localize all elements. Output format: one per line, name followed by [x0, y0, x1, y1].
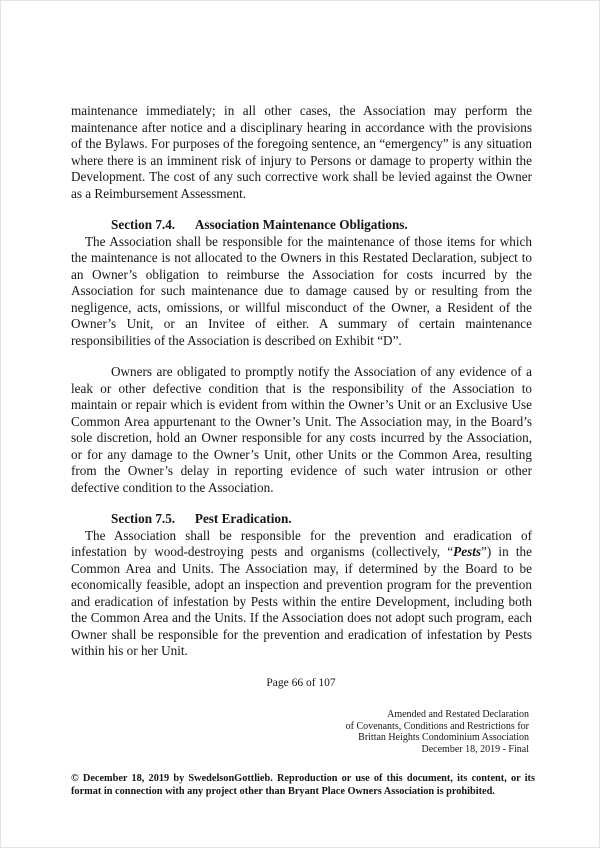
- body-paragraph: [71, 364, 532, 496]
- body-paragraph: [71, 528, 532, 660]
- page-number: Page 66 of 107: [266, 677, 336, 689]
- text-run: Pests: [453, 544, 481, 559]
- text-run: Section 7.5. Pest Eradication.: [111, 511, 292, 526]
- copyright-notice: © December 18, 2019 by SwedelsonGottlieb. Reproduction or use of this document, its content, or its format in connection with any project other than Bryant Place Owners Association is prohibited.: [71, 773, 535, 797]
- text-run: Owners are obligated to promptly notify the Association of any evidence of a leak or other defective condition that is the responsibility of the Association to maintain or repair which is evident from within the Owner’s Unit or an Exclusive Use Common Area appurtenant to the Owner’s Unit. The Association may, in the Board’s sole discretion, hold an Owner responsible for any costs incurred by the Association, or for any damage to the Owner’s Unit, other Units or the Common Area, resulting from the Owner’s delay in reporting evidence of such water intrusion or other defective condition to the Association.: [71, 364, 532, 495]
- document-body: [71, 103, 532, 660]
- attribution-line: Amended and Restated Declaration: [387, 709, 529, 720]
- text-run: The Association shall be responsible for the maintenance of those items for which the maintenance is not allocated to the Owners in this Restated Declaration, subject to an Owner’s obligation to reimburse the Association for costs incurred by the Association for such maintenance due to damage caused by or resulting from the negligence, acts, omissions, or willful misconduct of the Owner, a Resident of the Owner’s Unit, or an Invitee of either. A summary of certain maintenance responsibilities of the Association is described on Exhibit “D”.: [71, 233, 532, 348]
- text-run: The Association shall be responsible for the prevention and eradication of infestation by wood-destroying pests and organisms (collectively, “: [71, 527, 532, 559]
- text-run: Section 7.4. Association Maintenance Obligations.: [111, 217, 408, 232]
- body-paragraph: [71, 234, 532, 350]
- attribution-line: of Covenants, Conditions and Restrictions for: [345, 720, 529, 732]
- section-heading: [71, 511, 532, 528]
- text-run: maintenance immediately; in all other cases, the Association may perform the maintenance after notice and a disciplinary hearing in accordance with the provisions of the Bylaws. For purposes of the foregoing sentence, an “emergency” is any situation where there is an imminent risk of injury to Persons or damage to property within the Development. The cost of any such corrective work shall be levied against the Owner as a Reimbursement Assessment.: [71, 103, 532, 201]
- body-paragraph: [71, 103, 532, 202]
- footer-attribution: [346, 709, 529, 755]
- attribution-line: December 18, 2019 - Final: [421, 743, 529, 755]
- text-run: ”) in the Common Area and Units. The Association may, if determined by the Board to be economically feasible, adopt an inspection and prevention program for the prevention and eradication of infestation by Pests within the entire Development, including both the Common Area and the Units. If the Association does not adopt such program, each Owner shall be responsible for the prevention and eradication of infestation by Pests within his or her Unit.: [71, 544, 532, 658]
- section-heading: [71, 217, 532, 234]
- attribution-line: Brittan Heights Condominium Association: [358, 732, 529, 744]
